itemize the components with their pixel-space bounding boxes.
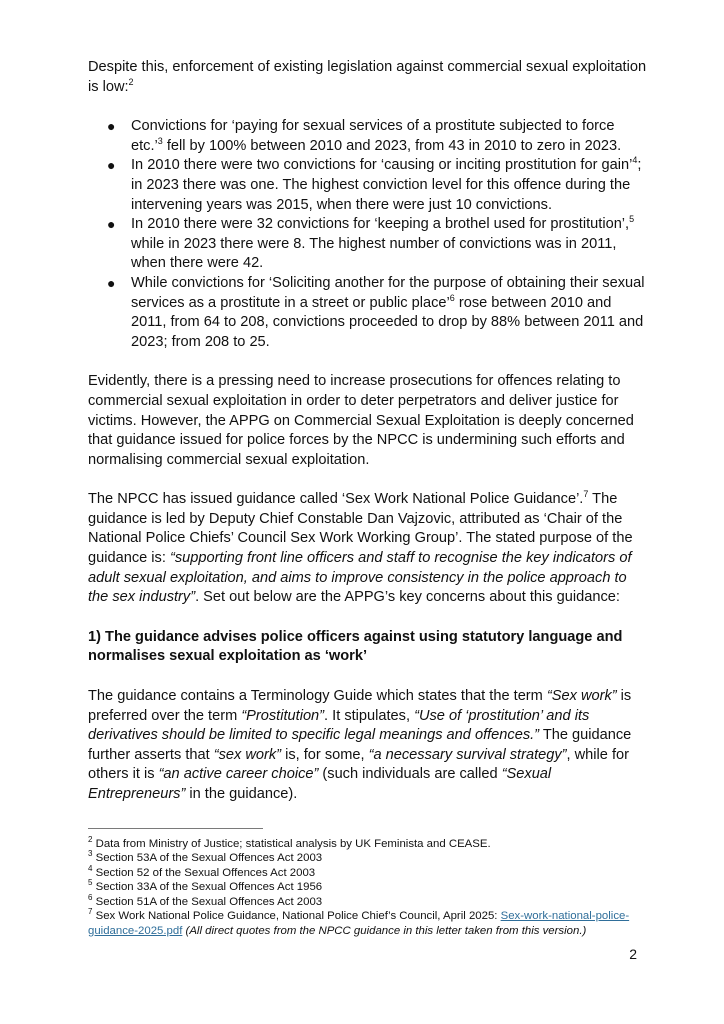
footnote-text: Section 53A of the Sexual Offences Act 2003: [92, 852, 323, 865]
footnote-text: Section 52 of the Sexual Offences Act 2003: [92, 866, 316, 879]
quote: “Sexual Entrepreneurs”: [88, 766, 552, 802]
list-item-text: fell by 100% between 2010 and 2023, from 43 in 2010 to zero in 2023.: [162, 137, 622, 154]
paragraph-text: The guidance further asserts that: [88, 727, 632, 763]
bullet-icon: ●: [107, 274, 116, 291]
list-item: [88, 156, 648, 215]
footnote-4: [88, 863, 648, 881]
paragraph-text: is preferred over the term: [88, 688, 632, 724]
list-item-text: In 2010 there were two convictions for ‘causing or inciting prostitution for gain’: [131, 157, 633, 174]
footnote-7: [88, 909, 648, 938]
list-item: [88, 117, 648, 156]
footnote-text: Section 51A of the Sexual Offences Act 2003: [92, 895, 323, 908]
quote: “Use of ‘prostitution’ and its derivatives should be limited to specific legal meanings and offences.”: [88, 707, 590, 744]
footnote-5: [88, 880, 648, 895]
footnote-number: 7: [88, 907, 93, 917]
footnote-separator: [88, 828, 263, 829]
footnote-text: Data from Ministry of Justice; statistical analysis by UK Feminista and CEASE.: [92, 837, 491, 850]
paragraph-text: . It stipulates,: [324, 707, 415, 724]
footnote-text: Sex Work National Police Guidance, National Police Chief’s Council, April 2025:: [92, 910, 501, 923]
intro-paragraph: [88, 58, 648, 97]
npcc-guidance-paragraph: [88, 490, 648, 608]
paragraph-text: The guidance is led by Deputy Chief Constable Dan Vajzovic, attributed as ‘Chair of the National Police Chiefs’ Council Sex Work Working Group’. The stated purpose of the guidance is:: [88, 491, 633, 567]
quote: “a necessary survival strategy”: [368, 746, 567, 763]
paragraph-text: . Set out below are the APPG’s key concerns about this guidance:: [195, 589, 620, 606]
footnote-ref-3[interactable]: 3: [157, 135, 163, 146]
intro-text: Despite this, enforcement of existing legislation against commercial sexual exploitation is low:: [88, 59, 647, 95]
guidance-pdf-link[interactable]: Sex-work-national-police-guidance-2025.pdf: [88, 910, 630, 937]
footnote-ref-6[interactable]: 6: [449, 292, 455, 303]
list-item-text: In 2010 there were 32 convictions for ‘keeping a brothel used for prostitution’,: [131, 216, 630, 233]
footnote-text: Section 33A of the Sexual Offences Act 1956: [92, 881, 323, 894]
footnote-2: [88, 834, 648, 852]
quote: “Prostitution”: [241, 707, 325, 724]
conviction-statistics-list: [88, 117, 648, 352]
footnote-number: 2: [88, 834, 93, 844]
quote: “an active career choice”: [158, 766, 319, 783]
footnotes: [88, 834, 648, 939]
paragraph-text: The guidance contains a Terminology Guide which states that the term: [88, 688, 547, 705]
footnote-ref-4[interactable]: 4: [632, 155, 638, 166]
paragraph-text: in the guidance).: [185, 786, 298, 802]
list-item: [88, 215, 648, 274]
paragraph-text: , while for others it is: [88, 746, 629, 783]
list-item-text: rose between 2010 and 2011, from 64 to 208, convictions proceeded to drop by 88% between 2011 and 2023; from 208 to 25.: [131, 294, 644, 350]
footnote-number: 5: [88, 878, 93, 888]
evidently-paragraph: Evidently, there is a pressing need to increase prosecutions for offences relating to commercial sexual exploitation in order to deter perpetrators and deliver justice for victims. However, the APPG on Commercial Sexual Exploitation is deeply concerned that guidance issued for police forces by the NPCC is undermining such efforts and normalising commercial sexual exploitation.: [88, 373, 634, 468]
footnote-number: 3: [88, 849, 93, 859]
footnote-ref-5[interactable]: 5: [629, 214, 635, 225]
bullet-icon: ●: [107, 157, 116, 174]
list-item-text: While convictions for ‘Soliciting another for the purpose of obtaining their sexual services as a prostitute in a street or public place’: [131, 274, 645, 311]
footnote-ref-2[interactable]: 2: [128, 76, 134, 87]
bullet-icon: ●: [107, 216, 116, 233]
paragraph-text: The NPCC has issued guidance called ‘Sex Work National Police Guidance’.: [88, 491, 584, 508]
quote: “Sex work”: [546, 688, 617, 705]
bullet-icon: ●: [107, 118, 116, 135]
paragraph-text: is, for some,: [281, 746, 369, 763]
list-item-text: Convictions for ‘paying for sexual services of a prostitute subjected to force etc.’: [131, 118, 615, 154]
footnote-3: [88, 851, 648, 866]
footnote-number: 6: [88, 892, 93, 902]
section-heading-1: 1) The guidance advises police officers against using statutory language and normalises sexual exploitation as ‘work’: [88, 628, 623, 665]
quote: “sex work”: [213, 746, 282, 763]
paragraph-text: (such individuals are called: [318, 766, 502, 783]
document-page: [88, 58, 648, 938]
list-item-text: while in 2023 there were 8. The highest number of convictions was in 2011, when there were 42.: [131, 235, 617, 272]
list-item-text: ; in 2023 there was one. The highest conviction level for this offence during the intervening years was 2015, when there were just 10 convictions.: [131, 157, 642, 213]
guidance-purpose-quote: “supporting front line officers and staff to recognise the key indicators of adult sexual exploitation, and aims to improve consistency in the police approach to the sex industry”: [88, 550, 632, 606]
terminology-paragraph: [88, 687, 648, 805]
footnote-ref-7[interactable]: 7: [583, 489, 589, 500]
page-number: 2: [629, 946, 637, 962]
list-item: [88, 274, 648, 352]
footnote-6: [88, 892, 648, 910]
footnote-note: (All direct quotes from the NPCC guidance in this letter taken from this version.): [182, 924, 587, 937]
footnote-number: 4: [88, 863, 93, 873]
